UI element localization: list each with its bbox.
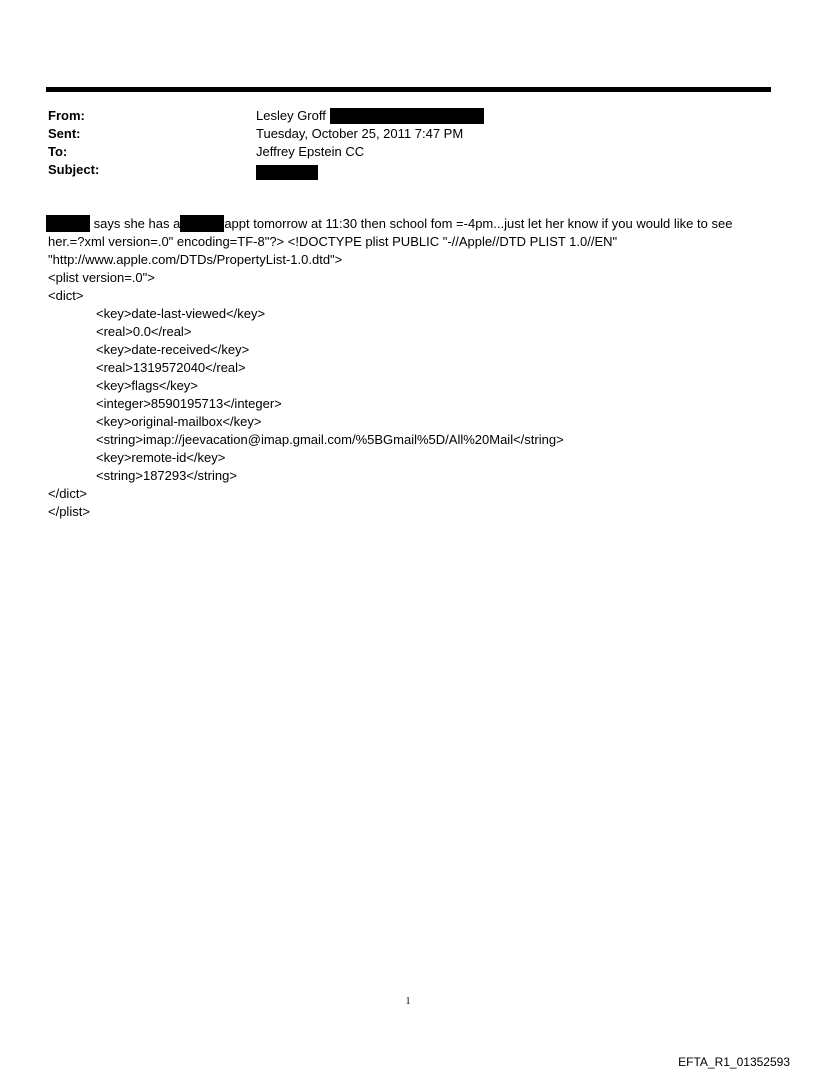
email-header (48, 107, 768, 179)
sent-value: Tuesday, October 25, 2011 7:47 PM (256, 126, 464, 141)
body-line: </plist> (48, 504, 90, 519)
sender-name: Lesley Groff (256, 108, 326, 123)
body-line: <integer>8590195713</integer> (96, 396, 282, 411)
to-value: Jeffrey Epstein CC (256, 144, 365, 159)
body-line: <plist version=.0"> (48, 270, 155, 285)
subject-value (256, 161, 318, 180)
body-text-segment: says she has a (90, 216, 181, 231)
body-line: <real>1319572040</real> (96, 360, 246, 375)
email-body (48, 215, 773, 521)
from-value (256, 107, 484, 125)
to-row (48, 143, 768, 161)
redaction-box (46, 215, 90, 232)
body-line: "http://www.apple.com/DTDs/PropertyList-1.0.dtd"> (48, 252, 343, 267)
body-line: <key>flags</key> (96, 378, 198, 393)
body-line: <key>date-received</key> (96, 342, 250, 357)
to-label: To: (48, 144, 68, 159)
body-line (48, 215, 773, 233)
redaction-box (330, 108, 484, 124)
redaction-box (256, 165, 318, 180)
sent-row (48, 125, 768, 143)
redaction-box (180, 215, 224, 232)
subject-label: Subject: (48, 162, 100, 177)
from-label: From: (48, 108, 85, 123)
body-line: </dict> (48, 486, 88, 501)
sent-label: Sent: (48, 126, 81, 141)
body-line: <dict> (48, 288, 84, 303)
body-line: her.=?xml version=.0" encoding=TF-8"?> <!DOCTYPE plist PUBLIC "-//Apple//DTD PLIST 1.0//EN" (48, 234, 618, 249)
body-text-segment: appt tomorrow at 11:30 then school fom =-4pm...just let her know if you would like to see (224, 216, 733, 231)
from-row (48, 107, 768, 125)
body-line: <string>187293</string> (96, 468, 237, 483)
body-line: <key>original-mailbox</key> (96, 414, 262, 429)
subject-row (48, 161, 768, 179)
document-id: EFTA_R1_01352593 (678, 1055, 790, 1069)
page-number: 1 (405, 996, 411, 1007)
body-line: <key>remote-id</key> (96, 450, 226, 465)
body-line: <key>date-last-viewed</key> (96, 306, 266, 321)
header-rule (46, 87, 771, 92)
body-line: <string>imap://jeevacation@imap.gmail.com/%5BGmail%5D/All%20Mail</string> (96, 432, 564, 447)
body-line: <real>0.0</real> (96, 324, 192, 339)
